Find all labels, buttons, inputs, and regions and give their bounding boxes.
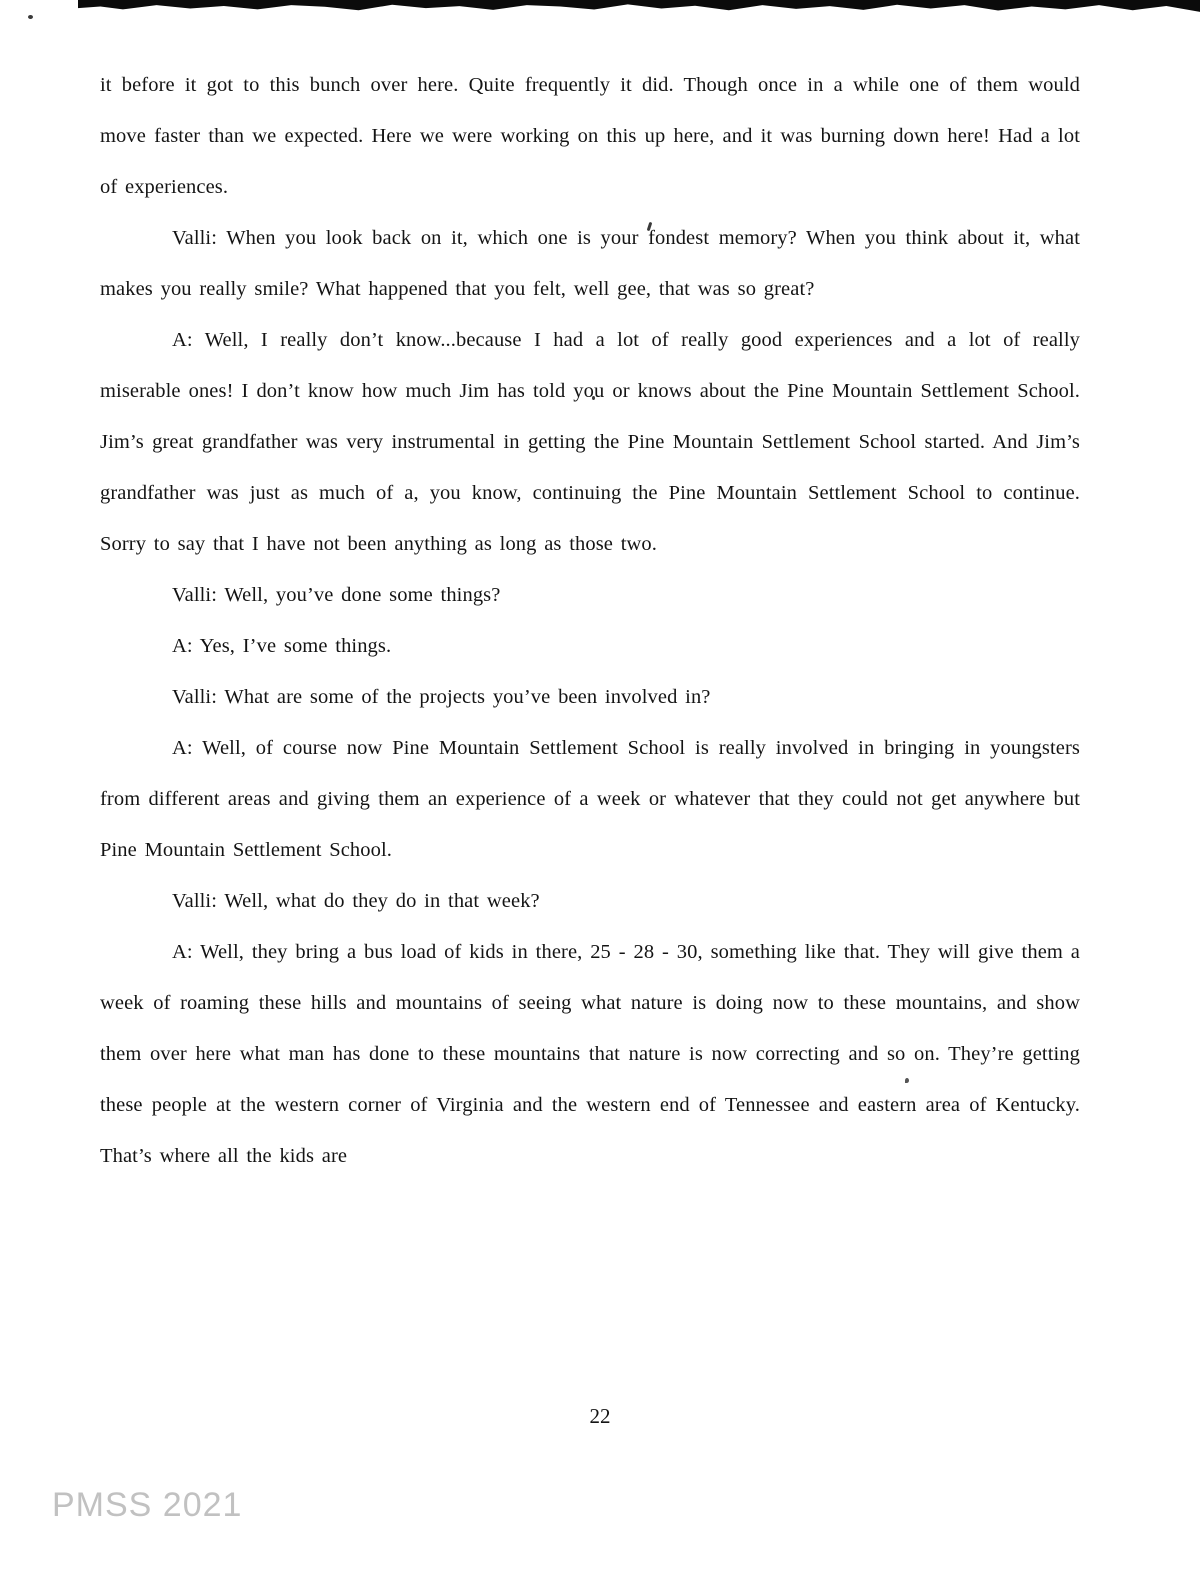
transcript-body (100, 60, 1080, 1182)
paragraph-valli-question-fondest-memory: Valli: When you look back on it, which one is your fondest memory? When you think about it, what makes you really smile? What happened that you felt, well gee, that was so great? (100, 227, 1080, 300)
paragraph-answer-bus-load: A: Well, they bring a bus load of kids in there, 25 - 28 - 30, something like that. They will give them a week of roaming these hills and mountains of seeing what nature is doing now to these mountains, and show them over here what man has done to these mountains that nature is now correcting and so on. They’re getting these people at the western corner of Virginia and the western end of Tennessee and eastern area of Kentucky. That’s where all the kids are (100, 941, 1080, 1167)
scan-artifact-top (78, 0, 1200, 17)
paragraph-valli-done-some-things: Valli: Well, you’ve done some things? (172, 584, 501, 606)
page-number: 22 (589, 1404, 611, 1428)
watermark-pmss: PMSS 2021 (52, 1486, 243, 1524)
paragraph-continuation: it before it got to this bunch over here. Quite frequently it did. Though once in a while one of them would move faster than we expected. Here we were working on this up here, and it was burning down here! Had a lot of experiences. (100, 74, 1080, 198)
paragraph-valli-week-question: Valli: Well, what do they do in that week? (172, 890, 540, 912)
paragraph-valli-projects-question: Valli: What are some of the projects you’ve been involved in? (172, 686, 711, 708)
scan-speck (28, 15, 33, 19)
paragraph-answer-yes-some-things: A: Yes, I’ve some things. (172, 635, 392, 657)
paragraph-answer-experiences: A: Well, I really don’t know...because I had a lot of really good experiences and a lot of really miserable ones! I don’t know how much Jim has told you or knows about the Pine Mountain Settlement School. Jim’s great grandfather was very instrumental in getting the Pine Mountain Settlement School started. And Jim’s grandfather was just as much of a, you know, continuing the Pine Mountain Settlement School to continue. Sorry to say that I have not been anything as long as those two. (100, 329, 1080, 555)
paragraph-answer-youngsters: A: Well, of course now Pine Mountain Settlement School is really involved in bringing in youngsters from different areas and giving them an experience of a week or whatever that they could not get anywhere but Pine Mountain Settlement School. (100, 737, 1080, 861)
